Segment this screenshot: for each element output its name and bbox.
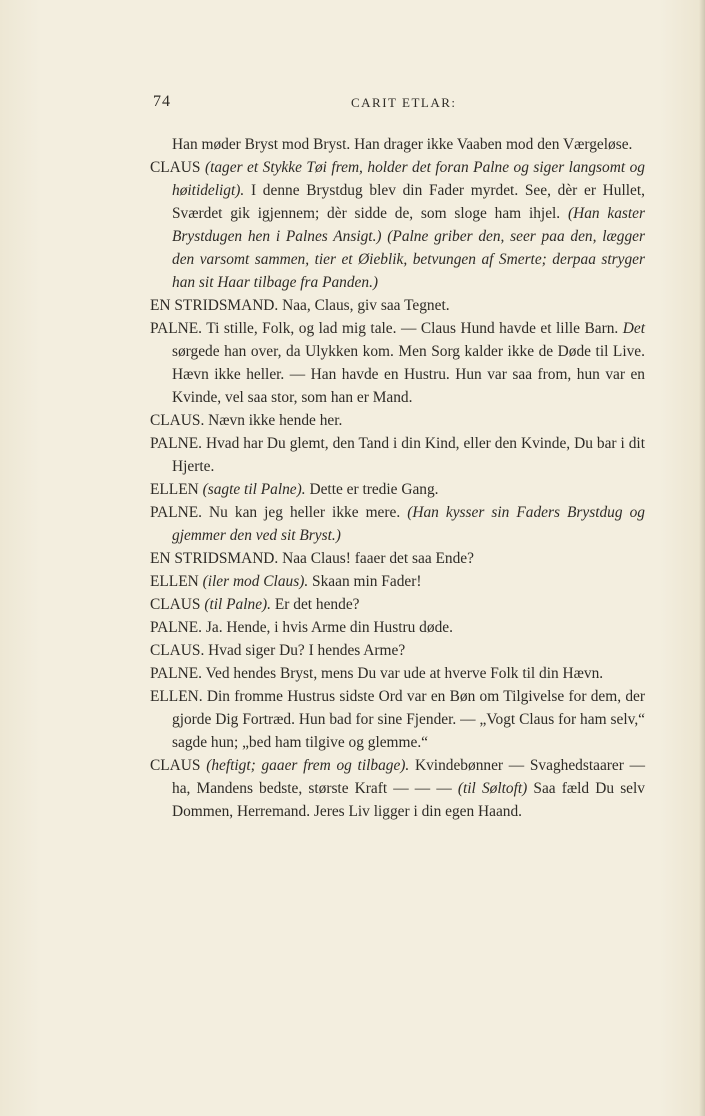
text-line: Han møder Bryst mod Bryst. Han drager ikke Vaaben mod den Værgeløse.: [172, 136, 633, 153]
stage-direction: (iler mod Claus).: [202, 573, 309, 590]
speech-claus: CLAUS. Hvad siger Du? I hendes Arme?: [150, 642, 406, 659]
speaker: ELLEN: [150, 573, 199, 590]
play-text: [150, 133, 645, 823]
page-edge-shadow: [699, 0, 705, 1116]
speech-text: Skaan min Fader!: [312, 573, 422, 590]
stage-direction: (sagte til Palne).: [202, 481, 306, 498]
stage-direction: (heftigt; gaaer frem og tilbage).: [206, 757, 410, 774]
speaker: CLAUS: [150, 596, 201, 613]
stage-direction: (Han kysser sin Faders Brystdug og gjemmer den ved sit Bryst.): [172, 504, 645, 544]
stage-direction: (til Palne).: [204, 596, 272, 613]
speech-claus: CLAUS. Nævn ikke hende her.: [150, 412, 343, 429]
running-title: CARIT ETLAR:: [351, 95, 457, 110]
speaker: CLAUS: [150, 159, 201, 176]
speaker: ELLEN: [150, 481, 199, 498]
speech-claus: [150, 156, 645, 294]
stage-direction: (Han kaster Brystdugen hen i Palnes Ansigt.) (Palne griber den, seer paa den, lægger den varsomt sammen, tier et Øieblik, betvungen af Smerte; derpaa stryger han sit Haar tilbage fra Panden.): [172, 205, 645, 291]
speech-text: Er det hende?: [274, 596, 360, 613]
stage-direction: (til Søltoft): [457, 780, 528, 797]
page-header: [153, 93, 645, 115]
page-number: 74: [153, 93, 171, 110]
speech-claus: [150, 754, 645, 823]
speech-text: Dette er tredie Gang.: [309, 481, 439, 498]
speech-palne: PALNE. Nu kan jeg heller ikke mere. (Han kysser sin Faders Brystdug og gjemmer den ved sit Bryst.): [150, 504, 645, 544]
emphasis: Det: [622, 320, 645, 337]
speech-ellen: [150, 478, 645, 501]
speech-stridsmand: EN STRIDSMAND. Naa Claus! faaer det saa Ende?: [150, 550, 474, 567]
speech-palne: PALNE. Ved hendes Bryst, mens Du var ude at hverve Folk til din Hævn.: [150, 665, 604, 682]
speech-text: Saa fæld Du selv Dommen, Herremand. Jeres Liv ligger i din egen Haand.: [172, 780, 645, 820]
speech-palne: PALNE. Ja. Hende, i hvis Arme din Hustru døde.: [150, 619, 453, 636]
speech-palne: PALNE. Hvad har Du glemt, den Tand i din Kind, eller den Kvinde, Du bar i dit Hjerte.: [150, 435, 645, 475]
speech-claus: [150, 593, 645, 616]
speaker: CLAUS: [150, 757, 201, 774]
speech-palne: PALNE. Ti stille, Folk, og lad mig tale. — Claus Hund havde et lille Barn. Det sørgede han over, da Ulykken kom. Men Sorg kalder ikke de Døde til Live. Hævn ikke heller. — Han havde en Hustru. Hun var saa from, hun var en Kvinde, vel saa stor, som han er Mand.: [150, 320, 645, 406]
speech-ellen: [150, 570, 645, 593]
speech-text: Kvindebønner — Svaghedstaarer — ha, Mandens bedste, største Kraft — — —: [172, 757, 645, 797]
speech-ellen: ELLEN. Din fromme Hustrus sidste Ord var en Bøn om Tilgivelse for dem, der gjorde Dig Fortræd. Hun bad for sine Fjender. — „Vogt Claus for ham selv,“ sagde hun; „bed ham tilgive og glemme.“: [150, 688, 645, 751]
stage-direction: (tager et Stykke Tøi frem, holder det foran Palne og siger langsomt og høitideligt).: [172, 159, 645, 199]
speech-stridsmand: EN STRIDSMAND. Naa, Claus, giv saa Tegnet.: [150, 297, 450, 314]
speech-text: I denne Brystdug blev din Fader myrdet. See, dèr er Hullet, Sværdet gik igjennem; dèr sidde de, som sloge ham ihjel.: [172, 182, 645, 222]
